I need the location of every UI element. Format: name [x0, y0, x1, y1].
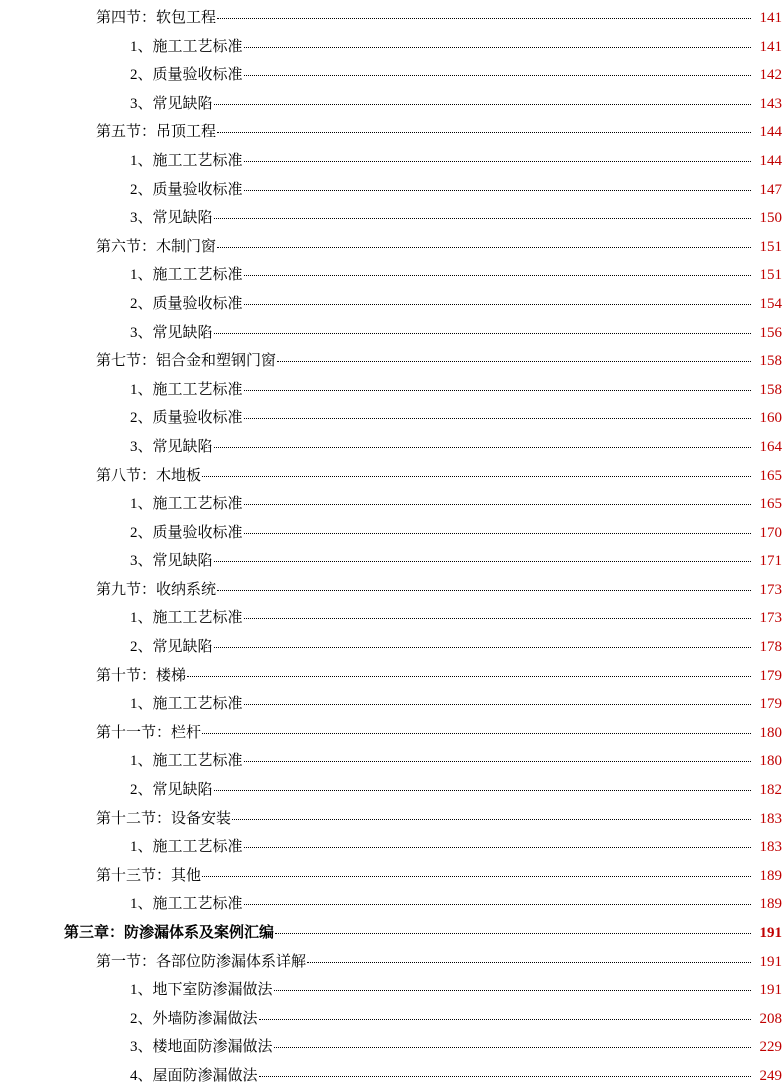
toc-dot-leader [217, 590, 751, 591]
toc-entry-label: 第八节：木地板 [96, 467, 202, 484]
toc-entry-page-number[interactable]: 141 [759, 10, 782, 26]
toc-entry[interactable] [0, 547, 782, 576]
toc-entry[interactable] [0, 204, 782, 233]
toc-entry[interactable] [0, 1005, 782, 1034]
toc-entry-page-number[interactable]: 208 [759, 1010, 782, 1027]
toc-entry-label: 1、地下室防渗漏做法 [130, 982, 273, 999]
toc-dot-leader [244, 761, 751, 762]
toc-dot-leader [259, 1019, 751, 1020]
toc-entry-label: 1、施工工艺标准 [130, 753, 243, 770]
toc-entry-label: 第四节：软包工程 [96, 10, 217, 26]
toc-entry[interactable] [0, 633, 782, 662]
toc-entry-page-number[interactable]: 189 [759, 867, 782, 884]
toc-dot-leader [307, 962, 751, 963]
toc-entry-label: 4、屋面防渗漏做法 [130, 1067, 258, 1084]
toc-entry-page-number[interactable]: 160 [759, 410, 782, 427]
toc-dot-leader [259, 1076, 751, 1077]
toc-entry-label: 2、常见缺陷 [130, 782, 213, 799]
toc-entry-label: 1、施工工艺标准 [130, 267, 243, 284]
toc-dot-leader [274, 1047, 751, 1048]
toc-entry-label: 1、施工工艺标准 [130, 38, 243, 55]
toc-dot-leader [244, 533, 751, 534]
toc-entry[interactable] [0, 805, 782, 834]
toc-entry[interactable] [0, 948, 782, 977]
toc-entry-label: 2、质量验收标准 [130, 181, 243, 198]
toc-entry[interactable] [0, 233, 782, 262]
toc-entry-page-number[interactable]: 156 [759, 324, 782, 341]
toc-dot-leader [244, 161, 751, 162]
toc-entry-page-number[interactable]: 142 [759, 67, 782, 84]
toc-dot-leader [214, 104, 751, 105]
toc-entry-label: 3、常见缺陷 [130, 553, 213, 570]
toc-entry-page-number[interactable]: 151 [759, 267, 782, 284]
toc-entry-page-number[interactable]: 170 [759, 524, 782, 541]
toc-entry-page-number[interactable]: 179 [759, 667, 782, 684]
toc-entry-page-number[interactable]: 180 [759, 724, 782, 741]
toc-entry[interactable] [0, 347, 782, 376]
toc-dot-leader [202, 476, 751, 477]
toc-dot-leader [277, 361, 751, 362]
toc-dot-leader [214, 218, 751, 219]
toc-entry-page-number[interactable]: 150 [759, 210, 782, 227]
toc-dot-leader [217, 18, 751, 19]
toc-entry-label: 第十二节：设备安装 [96, 810, 232, 827]
toc-entry-page-number[interactable]: 158 [759, 381, 782, 398]
toc-entry-page-number[interactable]: 173 [759, 581, 782, 598]
toc-entry-label: 1、施工工艺标准 [130, 152, 243, 169]
toc-entry[interactable] [0, 433, 782, 462]
toc-dot-leader [244, 47, 751, 48]
toc-entry-page-number[interactable]: 183 [759, 839, 782, 856]
toc-entry[interactable] [0, 519, 782, 548]
toc-entry[interactable] [0, 290, 782, 319]
toc-entry[interactable] [0, 976, 782, 1005]
toc-entry[interactable] [0, 33, 782, 62]
toc-entry-page-number[interactable]: 144 [759, 124, 782, 141]
toc-entry-page-number[interactable]: 191 [759, 982, 782, 999]
toc-dot-leader [244, 904, 751, 905]
toc-entry-label: 第九节：收纳系统 [96, 581, 217, 598]
toc-entry-label: 2、质量验收标准 [130, 295, 243, 312]
toc-entry-label: 第十节：楼梯 [96, 667, 187, 684]
toc-entry-page-number[interactable]: 179 [759, 696, 782, 713]
toc-dot-leader [244, 275, 751, 276]
toc-entry-page-number[interactable]: 178 [759, 639, 782, 656]
toc-entry-page-number[interactable]: 180 [759, 753, 782, 770]
toc-entry[interactable] [0, 319, 782, 348]
toc-entry-page-number[interactable]: 165 [759, 496, 782, 513]
toc-dot-leader [217, 247, 751, 248]
toc-entry-page-number[interactable]: 171 [759, 553, 782, 570]
toc-entry-label: 2、质量验收标准 [130, 524, 243, 541]
toc-entry-label: 3、常见缺陷 [130, 210, 213, 227]
toc-dot-leader [202, 733, 751, 734]
toc-entry[interactable] [0, 919, 782, 948]
toc-entry-label: 第七节：铝合金和塑钢门窗 [96, 353, 277, 370]
toc-entry[interactable] [0, 662, 782, 691]
toc-entry-label: 第一节：各部位防渗漏体系详解 [96, 953, 307, 970]
toc-entry[interactable] [0, 462, 782, 491]
toc-entry[interactable] [0, 576, 782, 605]
toc-entry-page-number[interactable]: 154 [759, 295, 782, 312]
toc-entry-label: 3、楼地面防渗漏做法 [130, 1039, 273, 1056]
toc-entry[interactable] [0, 1062, 782, 1091]
toc-entry[interactable] [0, 890, 782, 919]
toc-entry[interactable] [0, 690, 782, 719]
toc-entry[interactable] [0, 61, 782, 90]
toc-entry-page-number[interactable]: 183 [759, 810, 782, 827]
toc-entry-label: 第十一节：栏杆 [96, 724, 202, 741]
toc-entry-page-number[interactable]: 147 [759, 181, 782, 198]
toc-entry-page-number[interactable]: 143 [759, 95, 782, 112]
toc-entry-label: 1、施工工艺标准 [130, 839, 243, 856]
toc-dot-leader [244, 390, 751, 391]
toc-entry-page-number[interactable]: 191 [759, 925, 782, 941]
toc-entry-page-number[interactable]: 144 [759, 152, 782, 169]
toc-entry[interactable] [0, 90, 782, 119]
toc-entry-label: 2、常见缺陷 [130, 639, 213, 656]
toc-entry-label: 1、施工工艺标准 [130, 496, 243, 513]
toc-entry-label: 1、施工工艺标准 [130, 610, 243, 627]
toc-entry[interactable] [0, 118, 782, 147]
toc-entry[interactable] [0, 1033, 782, 1062]
toc-entry-page-number[interactable]: 165 [759, 467, 782, 484]
toc-entry-label: 1、施工工艺标准 [130, 696, 243, 713]
toc-dot-leader [244, 704, 751, 705]
toc-entry[interactable] [0, 604, 782, 633]
toc-entry[interactable] [0, 404, 782, 433]
toc-entry-label: 第三章：防渗漏体系及案例汇编 [64, 925, 275, 941]
toc-entry-page-number[interactable]: 173 [759, 610, 782, 627]
toc-entry[interactable] [0, 261, 782, 290]
toc-dot-leader [244, 847, 751, 848]
toc-entry-page-number[interactable]: 164 [759, 438, 782, 455]
toc-entry-page-number[interactable]: 182 [759, 782, 782, 799]
toc-entry[interactable] [0, 147, 782, 176]
toc-entry-label: 2、质量验收标准 [130, 67, 243, 84]
toc-entry[interactable] [0, 490, 782, 519]
toc-entry-page-number[interactable]: 151 [759, 238, 782, 255]
toc-entry[interactable] [0, 376, 782, 405]
toc-dot-leader [244, 75, 751, 76]
toc-entry[interactable] [0, 862, 782, 891]
toc-entry-label: 2、外墙防渗漏做法 [130, 1010, 258, 1027]
toc-dot-leader [214, 790, 751, 791]
toc-entry-label: 3、常见缺陷 [130, 95, 213, 112]
toc-entry[interactable] [0, 719, 782, 748]
toc-dot-leader [214, 647, 751, 648]
toc-dot-leader [214, 561, 751, 562]
toc-dot-leader [244, 190, 751, 191]
toc-entry[interactable] [0, 776, 782, 805]
toc-entry-label: 3、常见缺陷 [130, 438, 213, 455]
toc-entry-label: 第六节：木制门窗 [96, 238, 217, 255]
toc-entry-label: 第五节：吊顶工程 [96, 124, 217, 141]
toc-dot-leader [274, 990, 751, 991]
toc-entry-page-number[interactable]: 158 [759, 353, 782, 370]
toc-entry-page-number[interactable]: 249 [759, 1067, 782, 1084]
toc-dot-leader [244, 504, 751, 505]
toc-dot-leader [244, 618, 751, 619]
toc-dot-leader [232, 819, 751, 820]
toc-dot-leader [202, 876, 751, 877]
toc-dot-leader [214, 333, 751, 334]
toc-entry-label: 1、施工工艺标准 [130, 381, 243, 398]
toc-entry-label: 3、常见缺陷 [130, 324, 213, 341]
toc-entry[interactable] [0, 747, 782, 776]
toc-entry-label: 第十三节：其他 [96, 867, 202, 884]
toc-entry-label: 1、施工工艺标准 [130, 896, 243, 913]
toc-entry-page-number[interactable]: 189 [759, 896, 782, 913]
toc-entry-label: 2、质量验收标准 [130, 410, 243, 427]
toc-dot-leader [217, 132, 751, 133]
toc-dot-leader [187, 676, 751, 677]
toc-dot-leader [214, 447, 751, 448]
table-of-contents [0, 4, 782, 1091]
toc-entry-page-number[interactable]: 229 [759, 1039, 782, 1056]
toc-dot-leader [244, 418, 751, 419]
toc-dot-leader [275, 933, 751, 934]
toc-entry-page-number[interactable]: 191 [759, 953, 782, 970]
toc-entry[interactable] [0, 176, 782, 205]
toc-entry[interactable] [0, 4, 782, 33]
toc-entry[interactable] [0, 833, 782, 862]
toc-dot-leader [244, 304, 751, 305]
toc-entry-page-number[interactable]: 141 [759, 38, 782, 55]
